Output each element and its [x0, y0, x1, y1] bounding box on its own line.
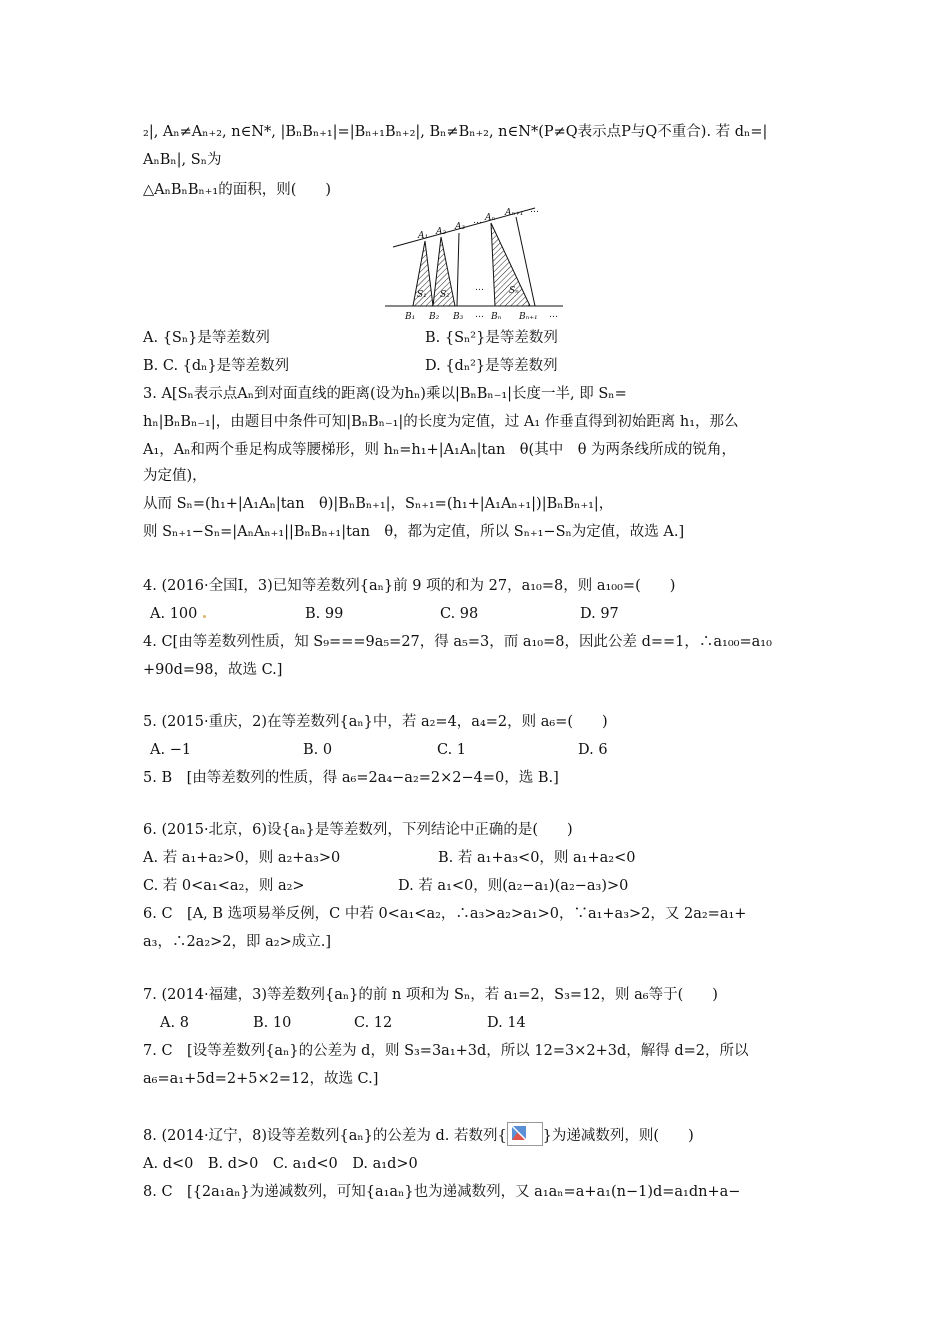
answer-7-line-2: a₆=a₁+5d=2+5×2=12，故选 C.]	[143, 1071, 379, 1087]
label-sn: Sₙ	[509, 286, 519, 296]
label-bn: Bₙ	[491, 312, 502, 322]
q2-option-a: A. {Sₙ}是等差数列	[143, 330, 270, 346]
label-an1: Aₙ₊₁	[505, 208, 524, 218]
q4-option-b: B. 99	[305, 606, 344, 622]
answer-7-line-1: 7. C [设等差数列{aₙ}的公差为 d，则 S₃=3a₁+3d，所以 12=3×2+3d，解得 d=2，所以	[143, 1043, 749, 1059]
q7-option-b: B. 10	[253, 1015, 292, 1031]
broken-image-icon	[507, 1122, 543, 1146]
stray-dot	[203, 615, 206, 618]
segment-a3	[457, 233, 459, 306]
answer-3-line-4: 为定值)，	[143, 468, 207, 484]
question-8	[143, 1124, 694, 1148]
label-a2: A₂	[436, 227, 447, 237]
answer-5: 5. B [由等差数列的性质，得 a₆=2a₄−a₂=2×2−4=0，选 B.]	[143, 770, 559, 786]
q7-option-d: D. 14	[487, 1015, 526, 1031]
question-7: 7. (2014·福建，3)等差数列{aₙ}的前 n 项和为 Sₙ，若 a₁=2，S₃=12，则 a₆等于( )	[143, 987, 718, 1003]
label-dots-bottom-2: …	[549, 310, 558, 320]
label-b1: B₁	[405, 312, 416, 322]
q6-option-b: B. 若 a₁+a₃<0，则 a₁+a₂<0	[438, 850, 636, 866]
q4-option-d: D. 97	[580, 606, 619, 622]
label-s2: S₂	[440, 290, 450, 300]
q4-option-a: A. 100	[150, 606, 198, 622]
q8-options: A. d<0 B. d>0 C. a₁d<0 D. a₁d>0	[143, 1156, 418, 1172]
q6-option-a: A. 若 a₁+a₂>0，则 a₂+a₃>0	[143, 850, 341, 866]
question-8-text-start: 8. (2014·辽宁，8)设等差数列{aₙ}的公差为 d. 若数列{	[143, 1128, 507, 1144]
q6-option-d: D. 若 a₁<0，则(a₂−a₁)(a₂−a₃)>0	[398, 878, 629, 894]
question-4: 4. (2016·全国Ⅰ，3)已知等差数列{aₙ}前 9 项的和为 27，a₁₀=8，则 a₁₀₀=( )	[143, 578, 676, 594]
answer-3-line-1: 3. A[Sₙ表示点Aₙ到对面直线的距离(设为hₙ)乘以|BₙBₙ₋₁|长度一半, 即 Sₙ=	[143, 386, 627, 402]
line-1: ₂|, Aₙ≠Aₙ₊₂, n∈N*, |BₙBₙ₊₁|=|Bₙ₊₁Bₙ₊₂|, Bₙ≠Bₙ₊₂, n∈N*(P≠Q表示点P与Q不重合). 若 dₙ=|	[143, 124, 768, 140]
label-b3: B₃	[453, 312, 464, 322]
answer-3-line-2: hₙ|BₙBₙ₋₁|，由题目中条件可知|BₙBₙ₋₁|的长度为定值，过 A₁ 作垂直得到初始距离 h₁，那么	[143, 414, 739, 430]
label-dots-top-2: …	[530, 205, 539, 215]
q5-option-a: A. −1	[150, 742, 192, 758]
q5-option-b: B. 0	[303, 742, 333, 758]
q2-option-c: B. C. {dₙ}是等差数列	[143, 358, 290, 374]
q2-option-d: D. {dₙ²}是等差数列	[425, 358, 558, 374]
question-6: 6. (2015·北京，6)设{aₙ}是等差数列，下列结论中正确的是( )	[143, 822, 573, 838]
q7-option-a: A. 8	[160, 1015, 189, 1031]
answer-3-line-6: 则 Sₙ₊₁−Sₙ=|AₙAₙ₊₁||BₙBₙ₊₁|tan θ，都为定值，所以 Sₙ₊₁−Sₙ为定值，故选 A.]	[143, 524, 685, 540]
answer-6-line-1: 6. C [A, B 选项易举反例，C 中若 0<a₁<a₂，∴a₃>a₂>a₁>0，∵a₁+a₃>2，又 2a₂=a₁+	[143, 906, 747, 922]
q2-option-b: B. {Sₙ²}是等差数列	[425, 330, 558, 346]
label-a1: A₁	[418, 231, 429, 241]
answer-4-line-2: +90d=98，故选 C.]	[143, 662, 283, 678]
answer-4-line-1: 4. C[由等差数列性质，知 S₉===9a₅=27，得 a₅=3，而 a₁₀=8，因此公差 d==1，∴a₁₀₀=a₁₀	[143, 634, 772, 650]
label-dots-top-1: …	[473, 216, 482, 226]
label-bn1: Bₙ₊₁	[519, 312, 538, 322]
label-dots-bottom-1: …	[475, 310, 484, 320]
question-5: 5. (2015·重庆，2)在等差数列{aₙ}中，若 a₂=4，a₄=2，则 a₆=( )	[143, 714, 608, 730]
answer-6-line-2: a₃，∴2a₂>2，即 a₂>成立.]	[143, 934, 331, 950]
answer-3-line-3: A₁，Aₙ和两个垂足构成等腰梯形，则 hₙ=h₁+|A₁Aₙ|tan θ(其中 θ 为两条线所成的锐角，	[143, 442, 737, 458]
q5-option-c: C. 1	[437, 742, 467, 758]
line-3: △AₙBₙBₙ₊₁的面积，则( )	[143, 182, 332, 198]
answer-8: 8. C [{2a₁aₙ}为递减数列，可知{a₁aₙ}也为递减数列，又 a₁aₙ=a+a₁(n−1)d=a₁dn+a−	[143, 1184, 741, 1200]
label-s1: S₁	[417, 290, 427, 300]
triangles-figure	[385, 205, 570, 323]
q7-option-c: C. 12	[354, 1015, 393, 1031]
question-8-text-end: }为递减数列，则( )	[542, 1128, 694, 1144]
q4-option-c: C. 98	[440, 606, 479, 622]
q5-option-d: D. 6	[578, 742, 608, 758]
answer-3-line-5: 从而 Sₙ=(h₁+|A₁Aₙ|tan θ)|BₙBₙ₊₁|，Sₙ₊₁=(h₁+|A₁Aₙ₊₁|)|BₙBₙ₊₁|，	[143, 496, 614, 512]
label-a3: A₃	[455, 222, 466, 232]
label-b2: B₂	[429, 312, 440, 322]
q6-option-c: C. 若 0<a₁<a₂，则 a₂>	[143, 878, 305, 894]
label-an: Aₙ	[485, 213, 496, 223]
line-2: AₙBₙ|, Sₙ为	[143, 152, 222, 168]
label-dots-mid: …	[475, 283, 484, 293]
